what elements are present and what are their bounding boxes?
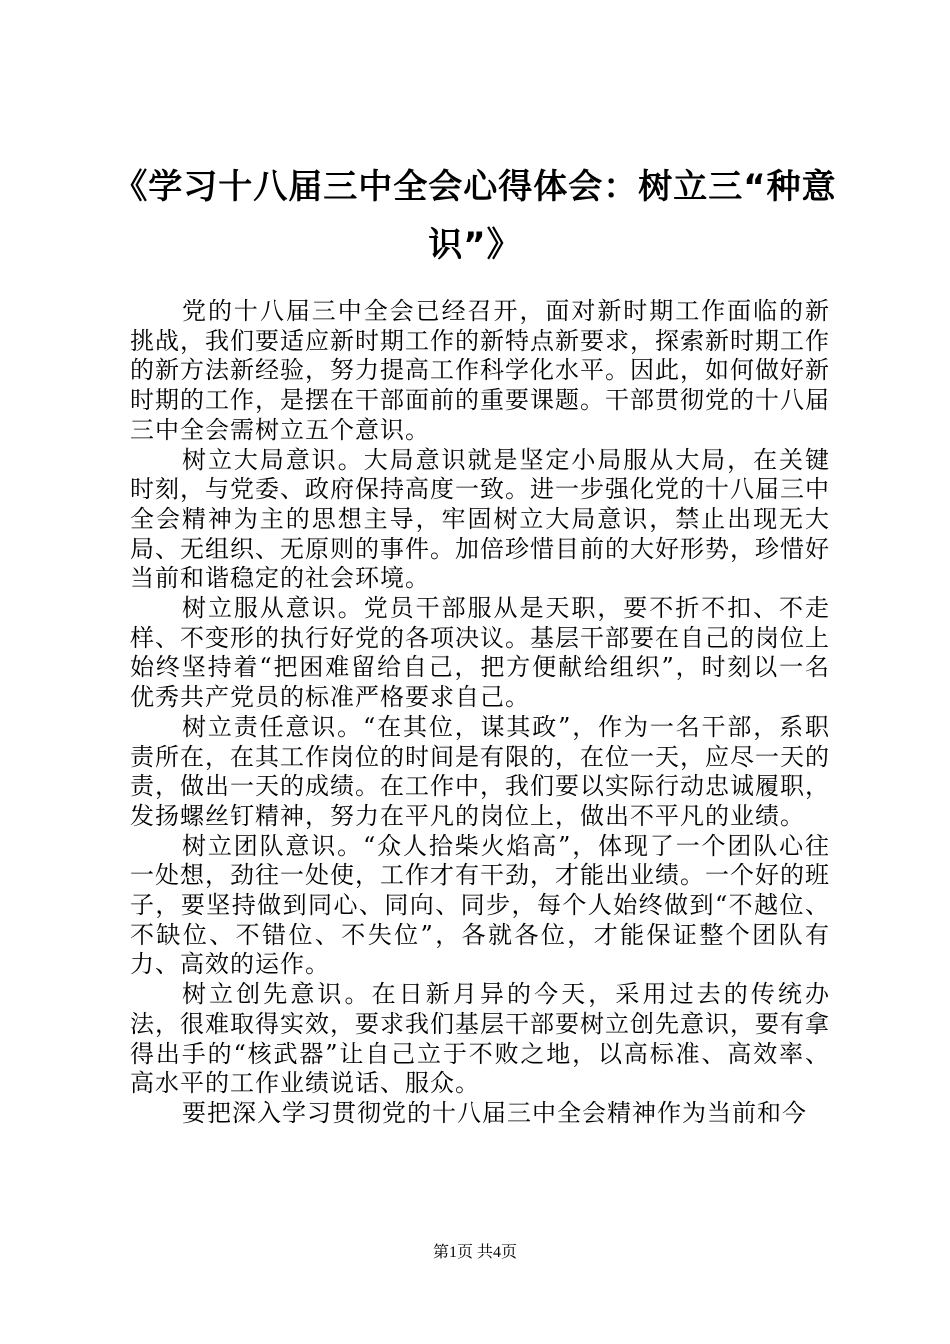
document-body [130,297,830,1129]
paragraph-conclusion: 要把深入学习贯彻党的十八届三中全会精神作为当前和今 [182,1098,807,1127]
paragraph-big-picture: 树立大局意识。大局意识就是坚定小局服从大局，在关键时刻，与党委、政府保持高度一致。进一步强化党的十八届三中全会精神为主的思想主导，牢固树立大局意识，禁止出现无大局、无组织、无原则的事件。加倍珍惜目前的大好形势，珍惜好当前和谐稳定的社会环境。 [130,445,830,593]
page-footer: 第1页 共4页 [432,1244,517,1261]
paragraph-obedience: 树立服从意识。党员干部服从是天职，要不折不扣、不走样、不变形的执行好党的各项决议。基层干部要在自己的岗位上始终坚持着“把困难留给自己，把方便献给组织”，时刻以一名优秀共产党员的标准严格要求自己。 [130,594,830,712]
paragraph-intro: 党的十八届三中全会已经召开，面对新时期工作面临的新挑战，我们要适应新时期工作的新特点新要求，探索新时期工作的新方法新经验，努力提高工作科学化水平。因此，如何做好新时期的工作，是摆在干部面前的重要课题。干部贯彻党的十八届三中全会需树立五个意识。 [130,297,830,444]
document-title: 《学习十八届三中全会心得体会：树立三“种意识”》 [113,167,837,265]
paragraph-responsibility: 树立责任意识。“在其位，谋其政”，作为一名干部，系职责所在，在其工作岗位的时间是有限的，在位一天，应尽一天的责，做出一天的成绩。在工作中，我们要以实际行动忠诚履职，发扬螺丝钉精神，努力在平凡的岗位上，做出不平凡的业绩。 [130,712,830,830]
paragraph-innovation: 树立创先意识。在日新月异的今天，采用过去的传统办法，很难取得实效，要求我们基层干部要树立创先意识，要有拿得出手的“核武器”让自己立于不败之地，以高标准、高效率、高水平的工作业绩说话、服众。 [130,980,830,1098]
paragraph-teamwork: 树立团队意识。“众人拾柴火焰高”，体现了一个团队心往一处想，劲往一处使，工作才有干劲，才能出业绩。一个好的班子，要坚持做到同心、同向、同步，每个人始终做到“不越位、不缺位、不错位、不失位”，各就各位，才能保证整个团队有力、高效的运作。 [130,831,830,979]
